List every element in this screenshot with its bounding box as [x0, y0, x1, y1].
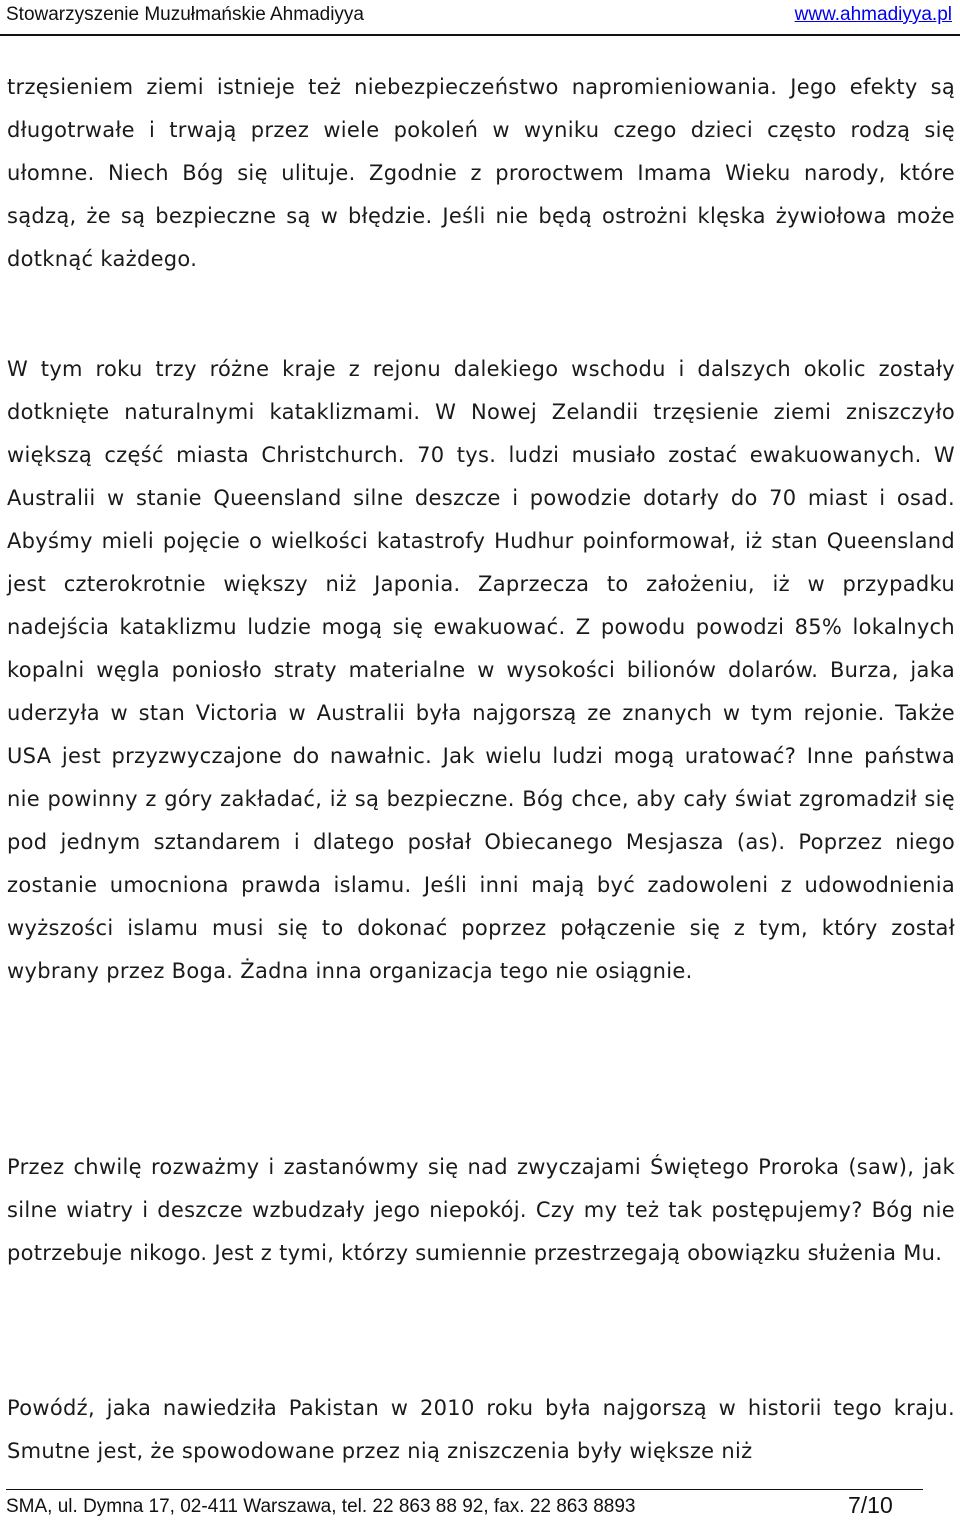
header-divider: [0, 34, 960, 36]
page-header: [0, 0, 960, 34]
page-footer: [0, 1488, 960, 1520]
organization-name: Stowarzyszenie Muzułmańskie Ahmadiyya: [6, 4, 364, 25]
paragraph-prophet: Przez chwilę rozważmy i zastanówmy się nad zwyczajami Świętego Proroka (saw), jak silne wiatry i deszcze wzbudzały jego niepokój. Czy my też tak postępujemy? Bóg nie potrzebuje nikogo. Jest z tymi, którzy sumiennie przestrzegają obowiązku służenia Mu.: [7, 1155, 955, 1265]
paragraph-pakistan: Powódź, jaka nawiedziła Pakistan w 2010 roku była najgorszą w historii tego kraju. Smutne jest, że spowodowane przez nią zniszczenia były większe niż: [7, 1396, 955, 1463]
paragraph-disasters: W tym roku trzy różne kraje z rejonu dalekiego wschodu i dalszych okolic zostały dotknięte naturalnymi kataklizmami. W Nowej Zelandii trzęsienie ziemi zniszczyło większą część miasta Christchurch. 70 tys. ludzi musiało zostać ewakuowanych. W Australii w stanie Queensland silne deszcze i powodzie dotarły do 70 miast i osad. Abyśmy mieli pojęcie o wielkości katastrofy Hudhur poinformował, iż stan Queensland jest czterokrotnie większy niż Japonia. Zaprzecza to założeniu, iż w przypadku nadejścia kataklizmu ludzie mogą się ewakuować. Z powodu powodzi 85% lokalnych kopalni węgla poniosło straty materialne w wysokości bilionów dolarów. Burza, jaka uderzyła w stan Victoria w Australii była najgorszą ze znanych w tym rejonie. Także USA jest przyzwyczajone do nawałnic. Jak wielu ludzi mogą uratować? Inne państwa nie powinny z góry zakładać, iż są bezpieczne. Bóg chce, aby cały świat zgromadził się pod jednym sztandarem i dlatego posłał Obiecanego Mesjasza (as). Poprzez niego zostanie umocniona prawda islamu. Jeśli inni mają być zadowoleni z udowodnienia wyższości islamu musi się to dokonać poprzez połączenie się z tym, który został wybrany przez Boga. Żadna inna organizacja tego nie osiągnie.: [7, 357, 955, 983]
footer-address: SMA, ul. Dymna 17, 02-411 Warszawa, tel. 22 863 88 92, fax. 22 863 8893: [6, 1496, 636, 1517]
website-link[interactable]: www.ahmadiyya.pl: [794, 4, 952, 25]
paragraph-radiation: trzęsieniem ziemi istnieje też niebezpieczeństwo napromieniowania. Jego efekty są długotrwałe i trwają przez wiele pokoleń w wyniku czego dzieci często rodzą się ułomne. Niech Bóg się ulituje. Zgodnie z proroctwem Imama Wieku narody, które sądzą, że są bezpieczne są w błędzie. Jeśli nie będą ostrożni klęska żywiołowa może dotknąć każdego.: [7, 75, 955, 271]
page-number: 7/10: [848, 1492, 893, 1518]
